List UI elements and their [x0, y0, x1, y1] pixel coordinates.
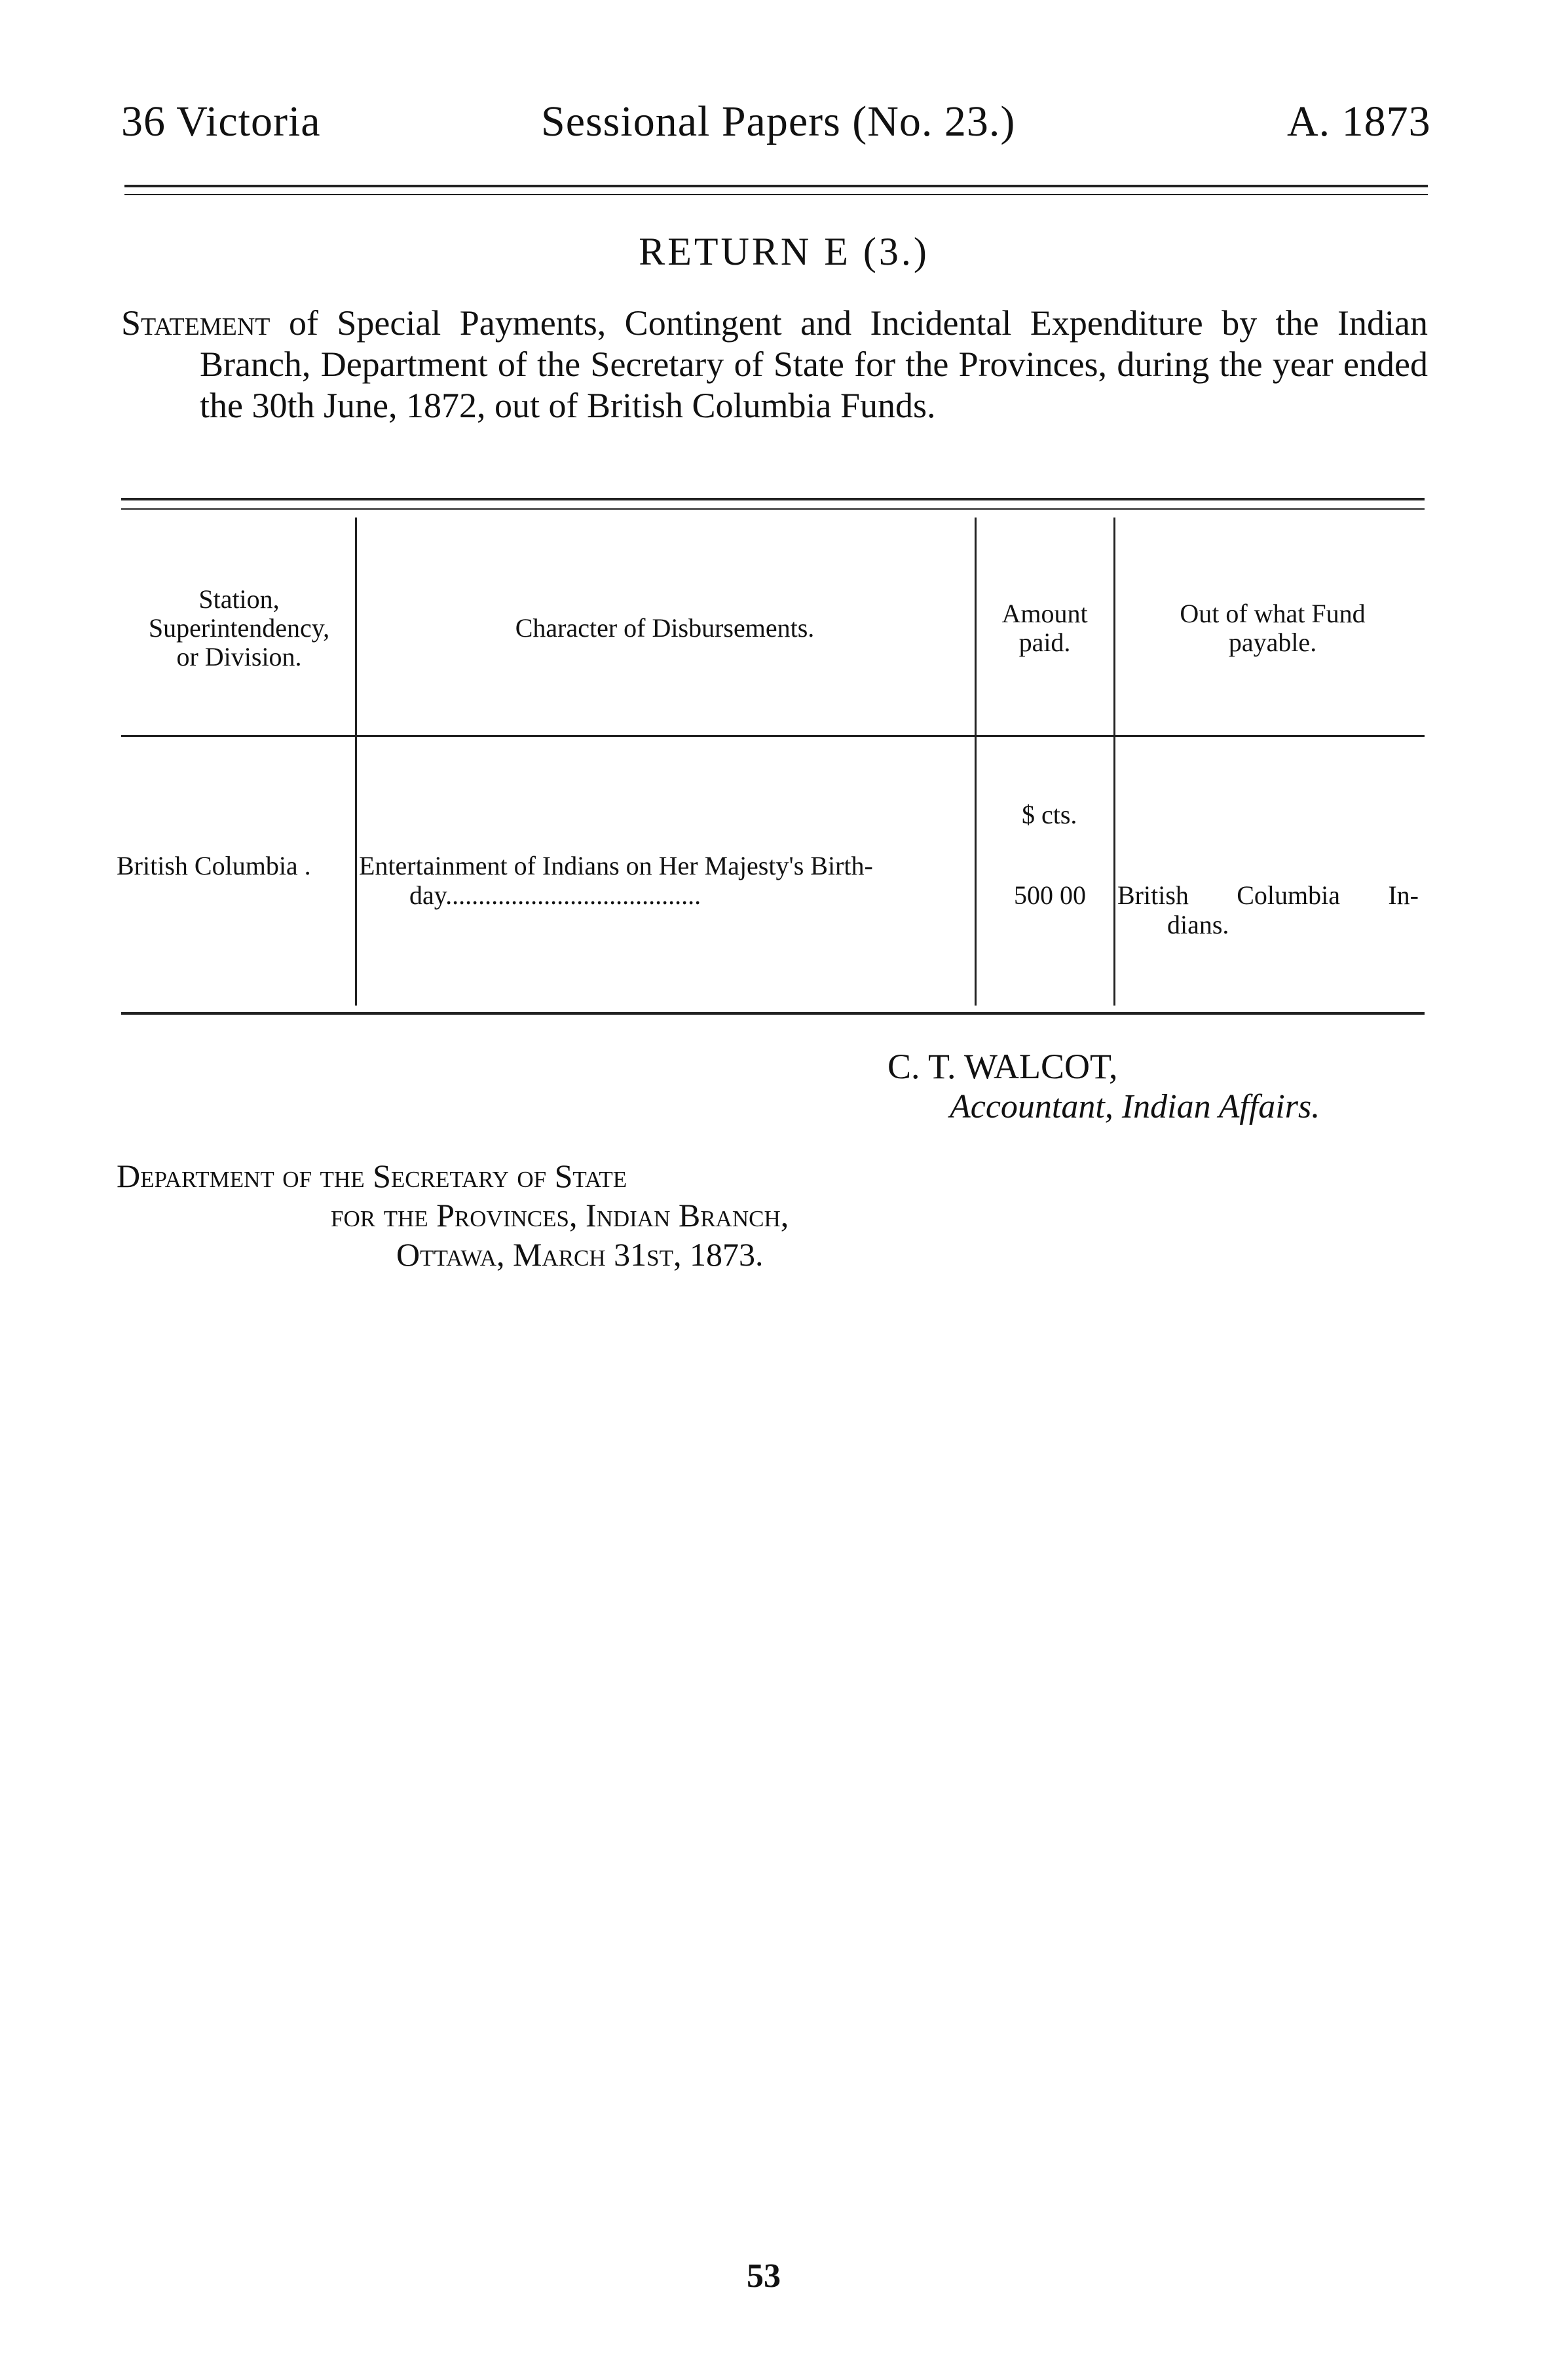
- return-title: RETURN E (3.): [639, 230, 929, 273]
- statement-lead: Statement: [121, 303, 271, 343]
- page-number: 53: [747, 2257, 781, 2295]
- table-top-rule-thin: [121, 508, 1425, 510]
- table-header-rule: [121, 735, 1425, 737]
- table-row-station: British Columbia .: [117, 851, 311, 880]
- table-row-amount: 500 00: [1014, 880, 1086, 910]
- header-session: 36 Victoria: [121, 98, 321, 145]
- header-fund: Out of what Fund payable.: [1180, 599, 1366, 657]
- table-row-character-line2: day.......................................: [409, 880, 701, 910]
- table-row-fund-line2: dians.: [1167, 910, 1229, 939]
- col-divider-3: [1113, 518, 1115, 1006]
- col-divider-1: [355, 518, 357, 1006]
- header-station: Station, Superintendency, or Division.: [148, 584, 330, 671]
- header-sessional-papers: Sessional Papers (No. 23.): [541, 98, 1016, 145]
- header-character: Character of Disbursements.: [515, 613, 815, 643]
- department-line2: for the Provinces, Indian Branch,: [331, 1197, 789, 1234]
- department-line3: Ottawa, March 31st, 1873.: [396, 1236, 764, 1273]
- table-row-fund-line1: British Columbia In-: [1117, 880, 1419, 910]
- table-top-rule: [121, 498, 1425, 500]
- table-bottom-rule: [121, 1012, 1425, 1015]
- department-line1: Department of the Secretary of State: [117, 1158, 627, 1194]
- signature-name: C. T. WALCOT,: [887, 1047, 1118, 1086]
- col-divider-2: [975, 518, 977, 1006]
- currency-label: $ cts.: [1022, 800, 1077, 829]
- header-rule-top: [124, 185, 1428, 187]
- statement: [121, 303, 1428, 426]
- signature-title: Accountant, Indian Affairs.: [950, 1088, 1320, 1125]
- table-row-character-line1: Entertainment of Indians on Her Majesty's Birth-: [359, 851, 873, 880]
- header-amount: Amount paid.: [1001, 599, 1088, 657]
- header-rule-bottom: [124, 194, 1428, 195]
- header-year: A. 1873: [1287, 98, 1431, 145]
- statement-text: of Special Payments, Contingent and Incidental Expenditure by the Indian Branch, Department of the Secretary of State for the Provinces, during the year ended the 30th June, 1872, out of British Columbia Funds.: [200, 303, 1428, 425]
